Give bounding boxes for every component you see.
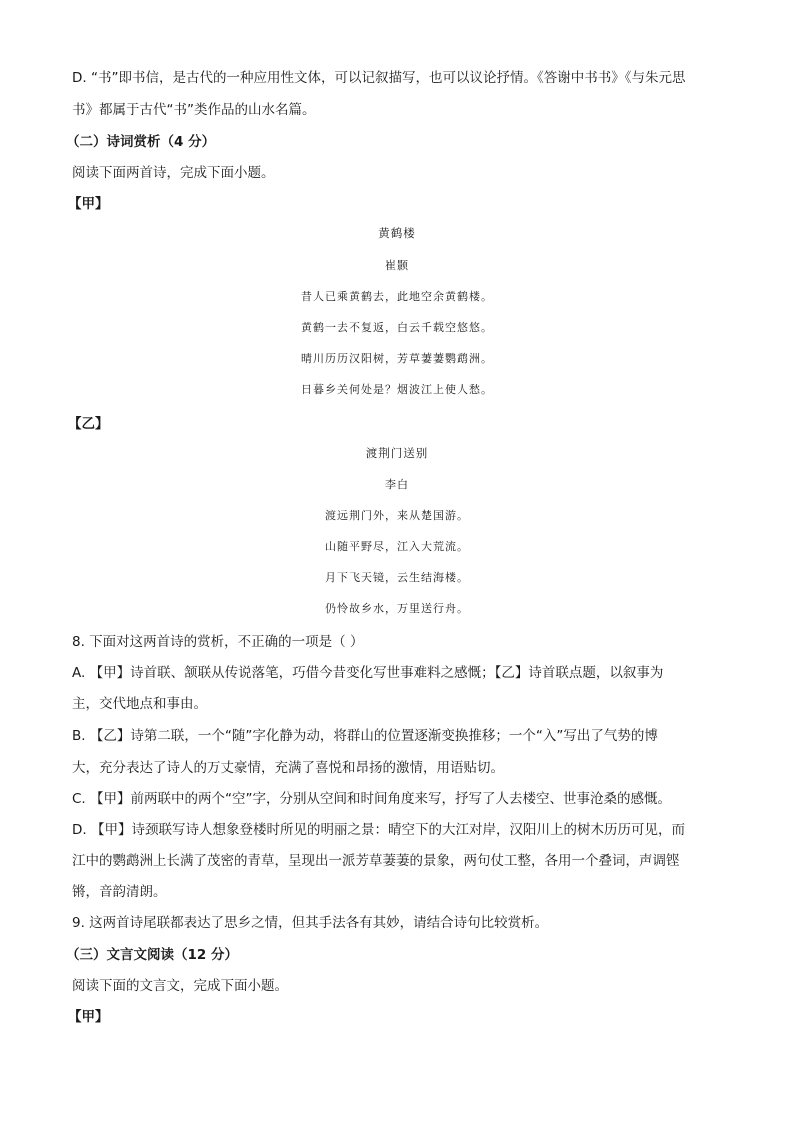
poem-yi-line: 仍怜故乡水，万里送行舟。 (325, 602, 469, 615)
poem-yi-author: 李白 (385, 478, 409, 491)
question-8-option-b-line: 大，充分表达了诗人的万丈豪情，充满了喜悦和昂扬的激情，用语贴切。 (72, 760, 504, 776)
section-3-instruction: 阅读下面的文言文，完成下面小题。 (72, 978, 288, 994)
option-d-line-1: D. “书”即书信，是古代的一种应用性文体，可以记叙描写，也可以议论抒情。《答谢中书书》《与朱元思 (72, 70, 686, 86)
poem-yi-marker: 【乙】 (68, 416, 109, 432)
section-2-heading: （二）诗词赏析（4 分） (66, 134, 216, 150)
poem-jia-line: 日暮乡关何处是？烟波江上使人愁。 (301, 383, 493, 396)
poem-yi-line: 山随平野尽，江入大荒流。 (325, 540, 469, 553)
poem-jia-line: 晴川历历汉阳树，芳草萋萋鹦鹉洲。 (301, 352, 493, 365)
option-d-line-2: 书》都属于古代“书”类作品的山水名篇。 (72, 102, 316, 118)
poem-jia-line: 昔人已乘黄鹤去，此地空余黄鹤楼。 (301, 290, 493, 303)
section-2-instruction: 阅读下面两首诗，完成下面小题。 (72, 165, 275, 181)
question-8-stem: 8. 下面对这两首诗的赏析，不正确的一项是（ ） (72, 634, 364, 650)
poem-jia-author: 崔颢 (385, 259, 409, 272)
poem-jia-line: 黄鹤一去不复返，白云千载空悠悠。 (301, 321, 493, 334)
poem-yi-title: 渡荆门送别 (365, 446, 429, 460)
section-3-marker: 【甲】 (68, 1009, 109, 1025)
section-3-heading: （三）文言文阅读（12 分） (66, 947, 238, 963)
question-8-option-b-line: B. 【乙】诗第二联，一个“随”字化静为动，将群山的位置逐渐变换推移；一个“入”写出了气势的博 (72, 728, 658, 744)
poem-jia-marker: 【甲】 (68, 196, 109, 212)
poem-jia-title: 黄鹤楼 (378, 226, 416, 240)
question-8-option-c-line: C. 【甲】前两联中的两个“空”字，分别从空间和时间角度来写，抒写了人去楼空、世事沧桑的感慨。 (72, 791, 671, 807)
question-8-option-a-line: 主，交代地点和事由。 (72, 696, 207, 712)
question-8-option-d-line: 锵，音韵清朗。 (72, 884, 167, 900)
question-8-option-d-line: D. 【甲】诗颈联写诗人想象登楼时所见的明丽之景：晴空下的大江对岸，汉阳川上的树木历历可见，而 (72, 822, 685, 838)
poem-yi-line: 月下飞天镜，云生结海楼。 (325, 571, 469, 584)
question-9-stem: 9. 这两首诗尾联都表达了思乡之情，但其手法各有其妙，请结合诗句比较赏析。 (72, 915, 549, 931)
poem-yi-line: 渡远荆门外，来从楚国游。 (325, 509, 469, 522)
question-8-option-a-line: A. 【甲】诗首联、颔联从传说落笔，巧借今昔变化写世事难料之感慨；【乙】诗首联点题，以叙事为 (72, 665, 664, 681)
question-8-option-d-line: 江中的鹦鹉洲上长满了茂密的青草，呈现出一派芳草萋萋的景象，两句仗工整，各用一个叠词，声调铿 (72, 853, 680, 869)
